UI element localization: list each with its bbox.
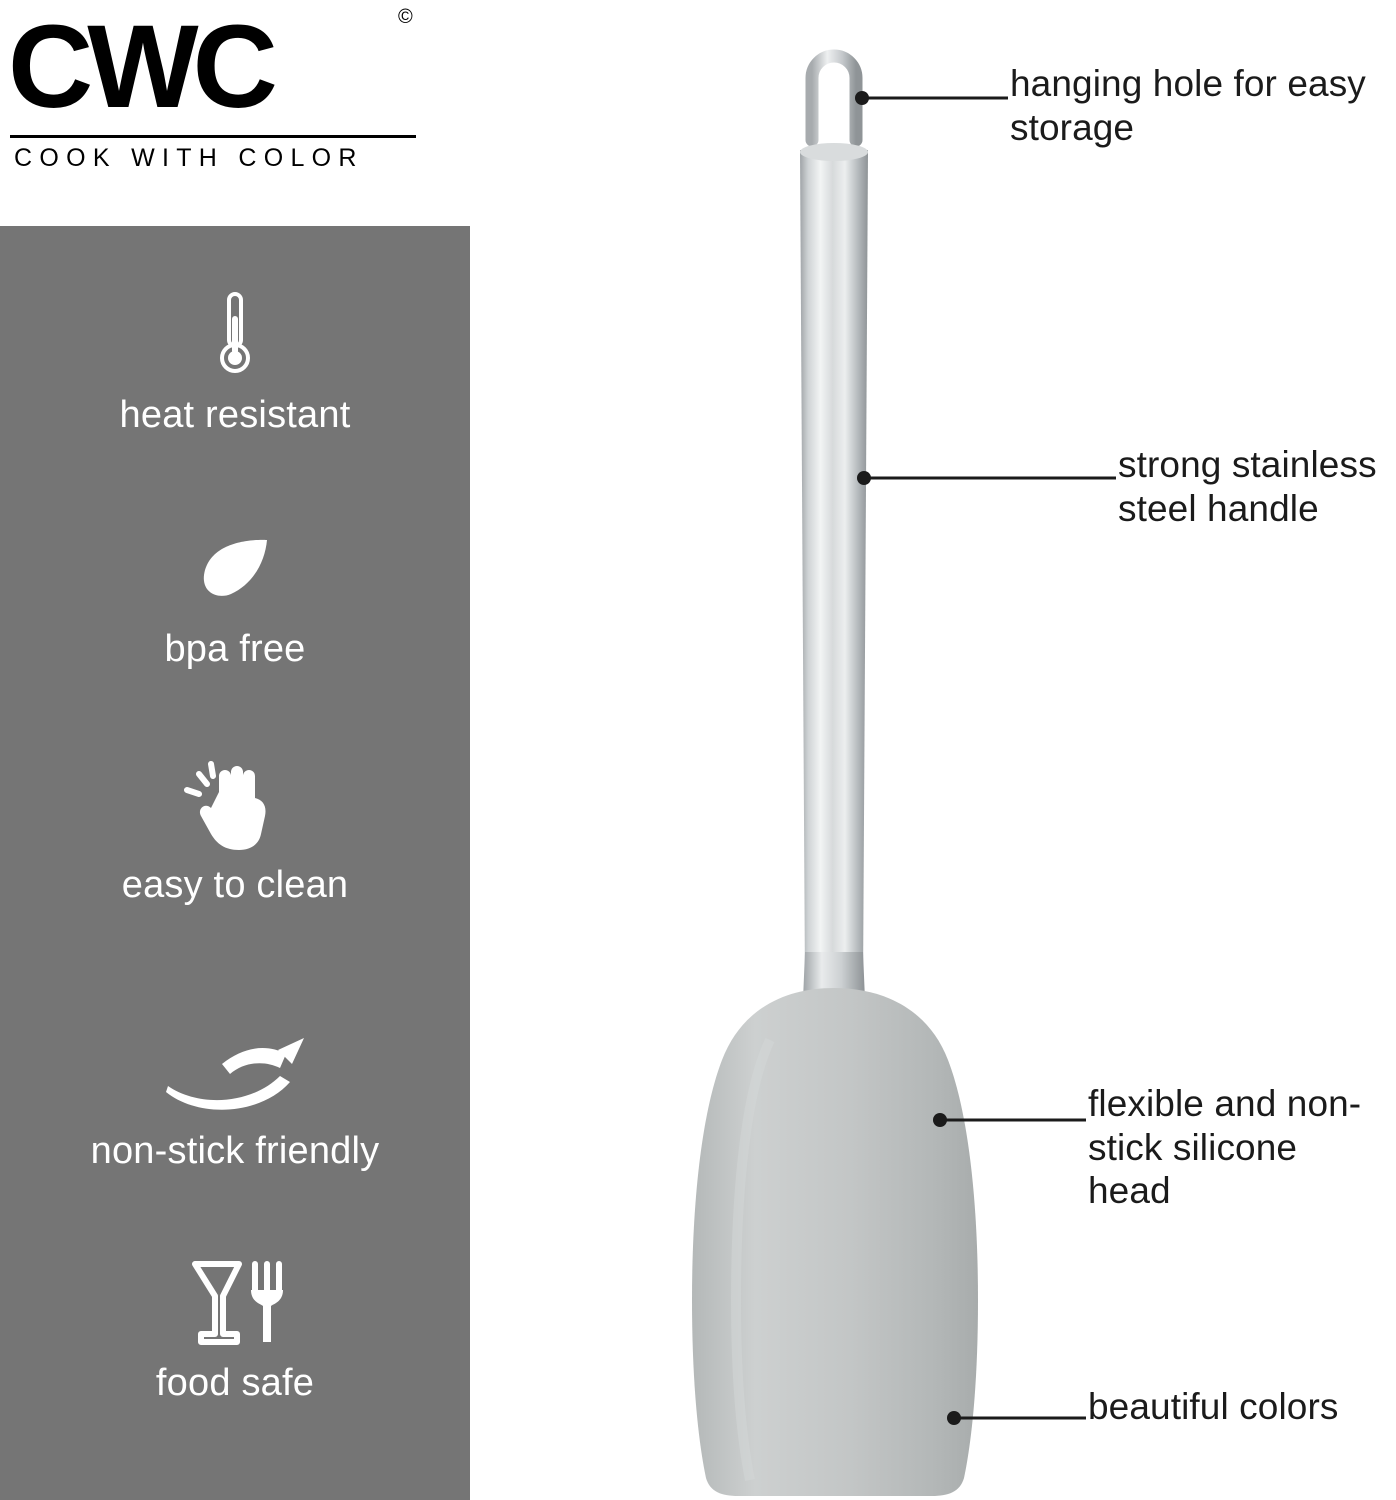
callout-beautiful-colors: beautiful colors xyxy=(1088,1386,1339,1427)
washing-hand-icon xyxy=(0,758,470,850)
product-illustration xyxy=(470,0,1396,1500)
feature-label: non-stick friendly xyxy=(90,1130,380,1172)
feature-label: easy to clean xyxy=(121,864,349,906)
feature-item-easy-to-clean xyxy=(0,758,470,907)
spatula-graphic xyxy=(470,0,1396,1500)
thermometer-icon xyxy=(0,288,470,380)
feature-sidebar xyxy=(0,226,470,1500)
callout-hanging-hole: hanging hole for easy storage xyxy=(1010,63,1366,148)
feature-label: food safe xyxy=(155,1362,315,1404)
leaf-icon xyxy=(0,522,470,614)
feature-item-heat-resistant xyxy=(0,288,470,437)
callout-silicone-head: flexible and non-stick silicone head xyxy=(1088,1083,1362,1212)
feature-item-bpa-free xyxy=(0,522,470,671)
feature-label: heat resistant xyxy=(119,394,351,436)
feature-item-food-safe xyxy=(0,1256,470,1405)
feature-label: bpa free xyxy=(164,628,306,670)
brand-block xyxy=(0,0,470,226)
fork-glass-icon xyxy=(0,1256,470,1348)
spatula-pan-icon xyxy=(0,1024,470,1116)
copyright-symbol: © xyxy=(398,6,413,28)
feature-item-non-stick-friendly xyxy=(0,1024,470,1173)
callout-steel-handle: strong stainless steel handle xyxy=(1118,444,1377,529)
brand-logo-text: CWC xyxy=(8,1,272,133)
brand-tagline: COOK WITH COLOR xyxy=(14,144,364,172)
brand-divider xyxy=(10,135,416,138)
